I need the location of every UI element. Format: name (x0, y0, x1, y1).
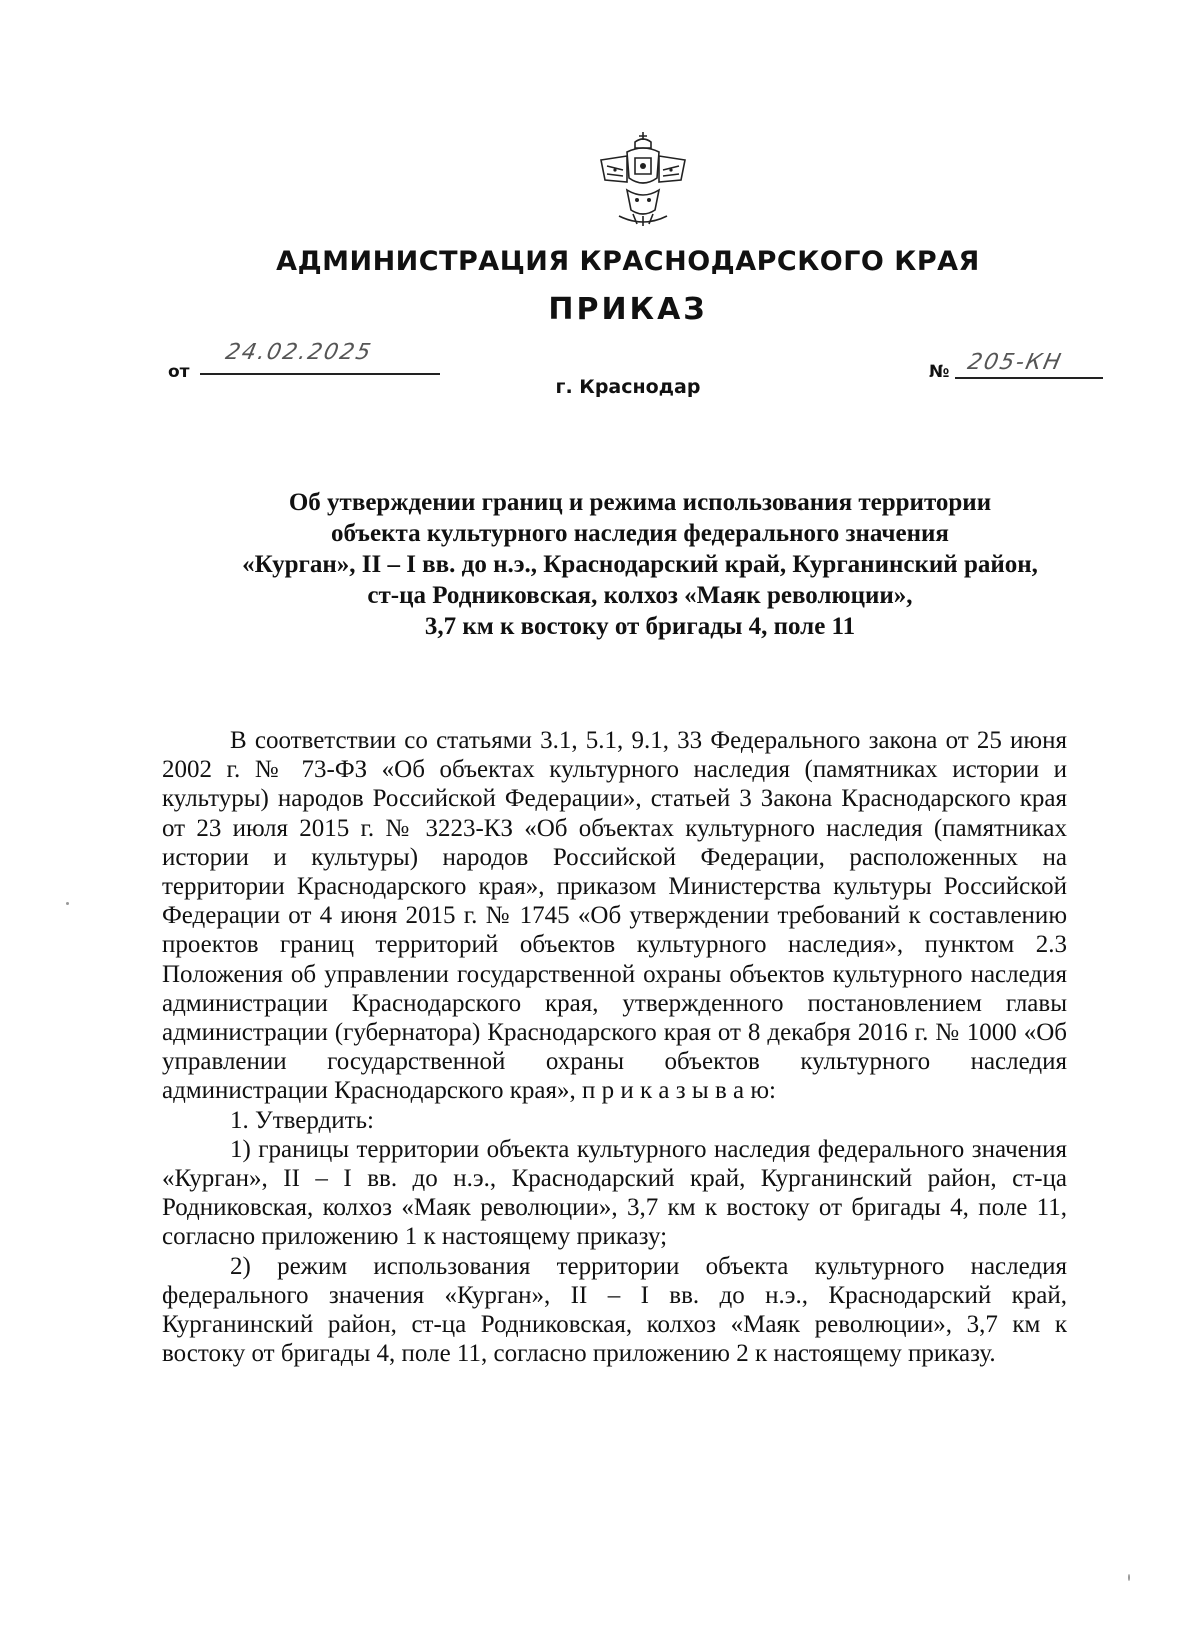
title-line: Об утверждении границ и режима использования территории (288, 489, 992, 516)
document-body (162, 726, 1067, 1368)
city: г. Краснодар (555, 376, 701, 398)
order-item: 1. Утвердить: (230, 1106, 374, 1134)
order-subitem: 2) режим использования территории объекта культурного наследия федерального значения «Курган», II – I вв. до н.э., Краснодарский край, Курганинский район, ст-ца Родниковская, колхоз «Маяк революции», 3,7 км к востоку от бригады 4, поле 11, согласно приложению 2 к настоящему приказу. (162, 1252, 1067, 1368)
document-type: ПРИКАЗ (548, 292, 708, 327)
date-label: от (168, 362, 190, 382)
title-line: «Курган», II – I вв. до н.э., Краснодарский край, Курганинский район, (242, 551, 1038, 578)
document-title (160, 487, 1120, 642)
date-line (200, 372, 440, 375)
title-line: объекта культурного наследия федерального значения (331, 520, 949, 547)
agency-name: АДМИНИСТРАЦИЯ КРАСНОДАРСКОГО КРАЯ (276, 246, 980, 277)
title-line: ст-ца Родниковская, колхоз «Маяк революции», (367, 582, 913, 609)
date-value: 24.02.2025 (223, 340, 375, 365)
scan-speck (1128, 1574, 1130, 1581)
order-subitem: 1) границы территории объекта культурного наследия федерального значения «Курган», II – I вв. до н.э., Краснодарский край, Курганинский район, ст-ца Родниковская, колхоз «Маяк революции», 3,7 км к востоку от бригады 4, поле 11, согласно приложению 1 к настоящему приказу; (162, 1135, 1067, 1251)
scan-speck (66, 902, 69, 905)
preamble-paragraph: В соответствии со статьями 3.1, 5.1, 9.1, 33 Федерального закона от 25 июня 2002 г. № 73-ФЗ «Об объектах культурного наследия (памятниках истории и культуры) народов Российской Федерации», статьей 3 Закона Краснодарского края от 23 июля 2015 г. № 3223-КЗ «Об объектах культурного наследия (памятниках истории и культуры) народов Российской Федерации, расположенных на территории Краснодарского края», приказом Министерства культуры Российской Федерации от 4 июня 2015 г. № 1745 «Об утверждении требований к составлению проектов границ территорий объектов культурного наследия», пунктом 2.3 Положения об управлении государственной охраны объектов культурного наследия администрации Краснодарского края, утвержденного постановлением главы администрации (губернатора) Краснодарского края от 8 декабря 2016 г. № 1000 «Об управлении государственной охраны объектов культурного наследия администрации Краснодарского края», п р и к а з ы в а ю: (162, 727, 1067, 1105)
number-label: № (929, 362, 950, 382)
title-line: 3,7 км к востоку от бригады 4, поле 11 (424, 613, 856, 640)
number-value: 205-КН (965, 350, 1065, 375)
coat-of-arms-icon (597, 130, 689, 230)
number-line (955, 376, 1103, 379)
